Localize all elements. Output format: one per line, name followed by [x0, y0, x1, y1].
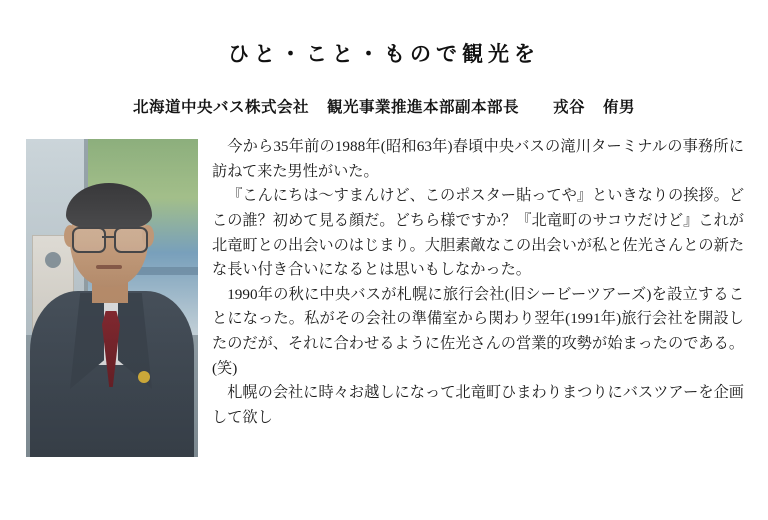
body-text [24, 135, 744, 459]
page-title: ひと・こと・もので観光を [228, 42, 540, 66]
paragraph-1: 今から35年前の1988年(昭和63年)春頃中央バスの滝川ターミナルの事務所に訪ねて来た男性がいた。 [212, 138, 744, 180]
paragraph-2: 『こんにちは〜すまんけど、このポスター貼ってや』といきなりの挨拶。どこの誰？初めて見る顔だ。どちら様ですか？『北竜町のサコウだけど』これが北竜町との出会いのはじまり。大胆素敵なこの出会いが私と佐光さんとの新たな長い付き合いになるとは思いもしなかった。 [212, 187, 745, 279]
byline-given-name: 侑男 [603, 99, 636, 116]
byline [24, 95, 744, 117]
paragraph-3: 1990年の秋に中央バスが札幌に旅行会社(旧シービーツアーズ)を設立することになった。私がその会社の準備室から関わり翌年(1991年)旅行会社を開設したのだが、それに合わせるように佐光さんの営業的攻勢が始まったのである。(笑) [212, 285, 745, 377]
byline-surname: 戎谷 [553, 99, 586, 116]
photo-lapel-pin [138, 371, 150, 383]
photo-mouth [96, 265, 122, 269]
photo-eyeglasses [70, 227, 148, 249]
author-portrait [26, 139, 198, 457]
document-page [0, 38, 768, 520]
byline-department: 観光事業推進本部副本部長 [326, 99, 519, 116]
byline-company: 北海道中央バス株式会社 [132, 99, 309, 116]
paragraph-4: 札幌の会社に時々お越しになって北竜町ひまわりまつりにバスツアーを企画して欲し [212, 384, 744, 426]
